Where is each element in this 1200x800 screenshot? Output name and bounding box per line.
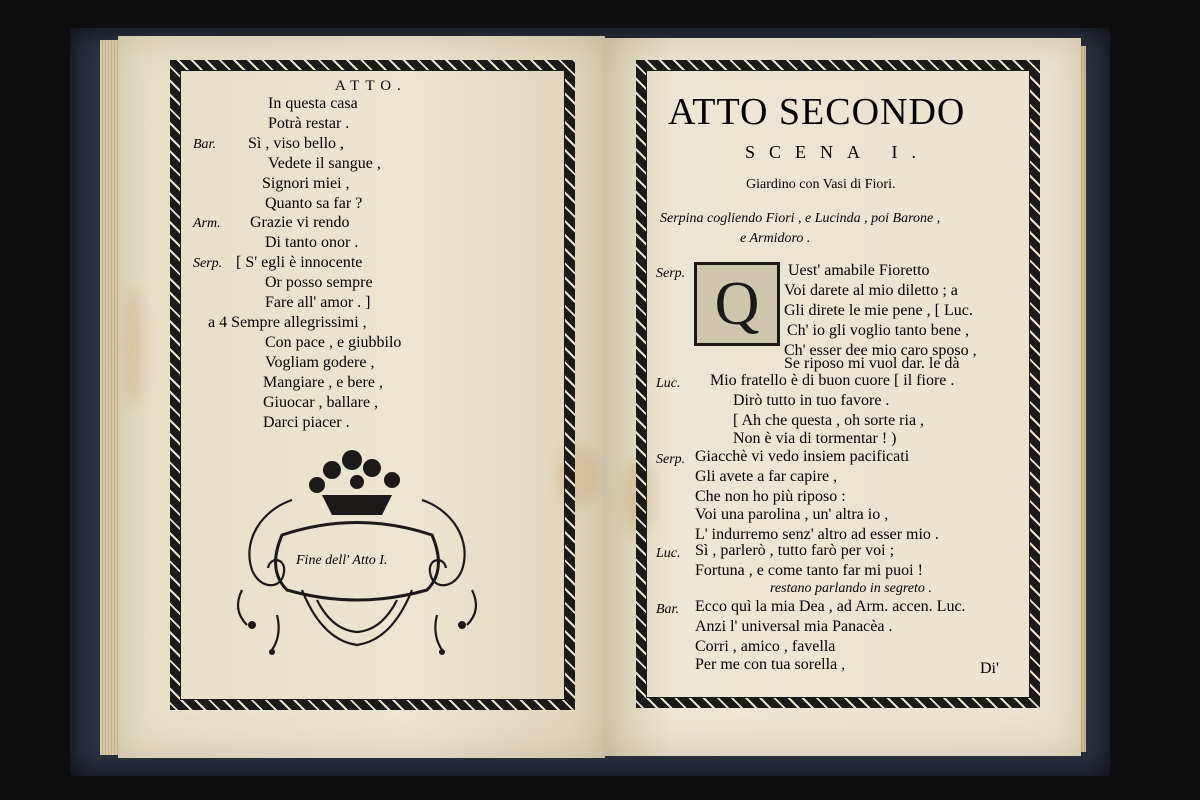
- characters-line: e Armidoro .: [740, 231, 811, 246]
- verse-line: Potrà restar .: [268, 115, 350, 132]
- verse-line: In questa casa: [268, 95, 358, 112]
- verse-line: Anzi l' universal mia Panacèa .: [695, 618, 893, 635]
- speaker-label: Serp.: [656, 452, 686, 467]
- verse-line: Non è via di tormentar ! ): [733, 430, 897, 447]
- verse-line: Che non ho più riposo :: [695, 488, 846, 505]
- left-page-header: ATTO.: [335, 78, 407, 94]
- verse-line: Giacchè vi vedo insiem pacificati: [695, 448, 910, 465]
- catchword: Di': [980, 660, 999, 677]
- verse-line: [ S' egli è innocente: [236, 254, 363, 271]
- verse-line: Vogliam godere ,: [265, 354, 375, 371]
- ornamental-vignette: [222, 440, 492, 660]
- scene-heading: SCENA I.: [745, 142, 931, 162]
- speaker-label: Luc.: [656, 546, 681, 561]
- verse-line: Gli direte le mie pene , [ Luc.: [784, 302, 973, 319]
- verse-line: Fare all' amor . ]: [265, 294, 371, 311]
- verse-line: Corri , amico , favella: [695, 638, 836, 655]
- act-title: ATTO SECONDO: [668, 91, 966, 133]
- verse-line: Voi darete al mio diletto ; a: [784, 282, 958, 299]
- verse-line: Mio fratello è di buon cuore [ il fiore .: [710, 372, 955, 389]
- verse-line: Per me con tua sorella ,: [695, 656, 846, 673]
- speaker-label: Bar.: [193, 137, 216, 152]
- verse-line: Fortuna , e come tanto far mi puoi !: [695, 562, 923, 579]
- verse-line: Sì , viso bello ,: [248, 135, 345, 152]
- verse-line: Signori miei ,: [262, 175, 350, 192]
- initial-letter: Q: [714, 270, 760, 338]
- verse-line: Uest' amabile Fioretto: [788, 262, 930, 279]
- verse-line: Se riposo mi vuol dar. le dà: [784, 355, 960, 372]
- speaker-label: Serp.: [656, 266, 686, 281]
- stage-setting: Giardino con Vasi di Fiori.: [746, 177, 896, 192]
- verse-line: Ecco quì la mia Dea , ad Arm. accen. Luc.: [695, 598, 966, 615]
- verse-line: Dirò tutto in tuo favore .: [733, 392, 890, 409]
- verse-line: Gli avete a far capire ,: [695, 468, 838, 485]
- verse-line: Or posso sempre: [265, 274, 373, 291]
- verse-line: Quanto sa far ?: [265, 195, 363, 212]
- stage-direction: restano parlando in segreto .: [770, 581, 932, 596]
- verse-line: Grazie vi rendo: [250, 214, 350, 231]
- speaker-label: Bar.: [656, 602, 679, 617]
- verse-line: Voi una parolina , un' altra io ,: [695, 506, 889, 523]
- verse-line: Ch' esser dee mio caro sposo ,: [784, 342, 977, 359]
- speaker-label: Serp.: [193, 256, 223, 271]
- verse-line: a 4 Sempre allegrissimi ,: [208, 314, 367, 331]
- verse-line: Giuocar , ballare ,: [263, 394, 379, 411]
- decorated-initial: [694, 262, 780, 346]
- verse-line: Sì , parlerò , tutto farò per voi ;: [695, 542, 895, 559]
- verse-line: Con pace , e giubbilo: [265, 334, 402, 351]
- verse-line: Vedete il sangue ,: [268, 155, 381, 172]
- verse-line: [ Ah che questa , oh sorte ria ,: [733, 412, 925, 429]
- end-of-act-label: Fine dell' Atto I.: [296, 553, 388, 568]
- verse-line: Di tanto onor .: [265, 234, 359, 251]
- speaker-label: Luc.: [656, 376, 681, 391]
- verse-line: L' indurremo senz' altro ad esser mio .: [695, 526, 939, 543]
- verse-line: Mangiare , e bere ,: [263, 374, 383, 391]
- verse-line: Darci piacer .: [263, 414, 350, 431]
- characters-line: Serpina cogliendo Fiori , e Lucinda , poi Barone ,: [660, 211, 941, 226]
- verse-line: Ch' io gli voglio tanto bene ,: [787, 322, 969, 339]
- stain: [123, 286, 143, 406]
- speaker-label: Arm.: [193, 216, 221, 231]
